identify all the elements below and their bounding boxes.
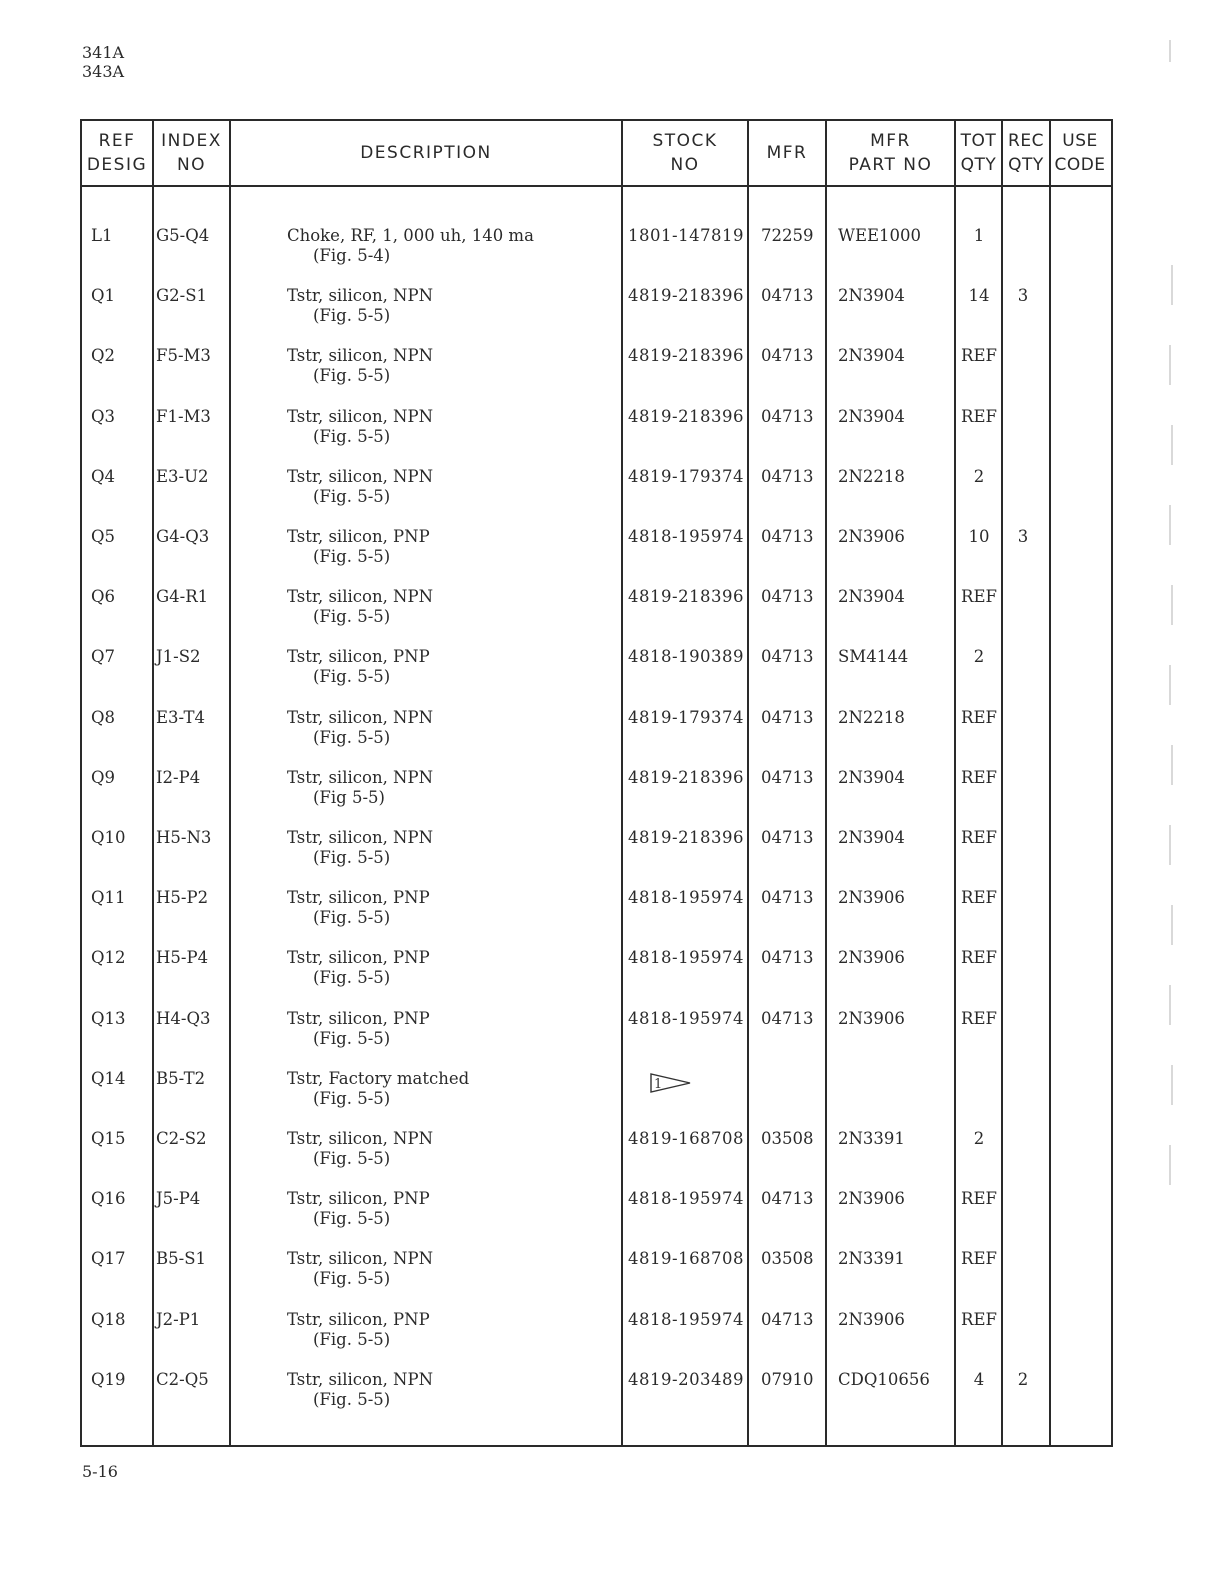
description-text: Tstr, silicon, NPN: [287, 286, 434, 306]
index-no-cell: E3-U2: [156, 466, 209, 486]
tot-qty-cell: REF: [961, 707, 997, 727]
parts-list-table: [80, 119, 1113, 1447]
mfr-part-no-cell: 2N3906: [838, 1309, 905, 1329]
mfr-part-no-cell: CDQ10656: [838, 1369, 930, 1389]
ref-desig-cell: Q5: [91, 527, 116, 546]
figure-reference: (Fig. 5-5): [313, 667, 391, 687]
mfr-part-no-cell: 2N2218: [838, 707, 905, 727]
column-header-stock-no: STOCK NO: [652, 131, 718, 175]
table-row: [82, 828, 1111, 888]
stock-no-cell: 4819-203489: [628, 1369, 745, 1389]
description-cell: [287, 1009, 430, 1049]
stock-no-cell: 4819-218396: [628, 587, 745, 607]
description-cell: [287, 708, 433, 748]
description-text: Tstr, silicon, NPN: [287, 346, 434, 366]
mfr-part-no-cell: 2N3906: [838, 888, 905, 908]
ref-desig-cell: Q19: [91, 1369, 126, 1389]
tot-qty-cell: 10: [968, 527, 990, 546]
description-cell: [287, 1129, 433, 1169]
page-number: 5-16: [82, 1462, 118, 1481]
ref-desig-cell: Q3: [91, 406, 116, 426]
description-cell: [287, 1249, 433, 1289]
table-row: [82, 1009, 1111, 1069]
header-divider: [82, 185, 1111, 187]
index-no-cell: B5-S1: [156, 1249, 206, 1269]
figure-reference: (Fig. 5-5): [313, 1088, 391, 1108]
tot-qty-cell: REF: [961, 888, 997, 908]
mfr-part-no-cell: 2N3904: [838, 587, 905, 607]
table-row: [82, 226, 1111, 286]
table-row: [82, 888, 1111, 948]
index-no-cell: H5-P2: [156, 888, 209, 908]
tot-qty-cell: REF: [961, 346, 997, 366]
ref-desig-cell: Q13: [91, 1008, 126, 1028]
table-row: [82, 948, 1111, 1008]
mfr-cell: 03508: [761, 1249, 814, 1269]
note-number: 1: [654, 1076, 663, 1092]
figure-reference: (Fig. 5-5): [313, 1269, 391, 1289]
mfr-part-no-cell: 2N3904: [838, 828, 905, 847]
ref-desig-cell: Q2: [91, 346, 116, 366]
description-cell: [287, 587, 433, 627]
mfr-cell: 04713: [761, 527, 814, 546]
mfr-part-no-cell: 2N3906: [838, 948, 905, 968]
stock-no-cell: 4818-195974: [628, 1309, 745, 1329]
stock-no-cell: 4819-218396: [628, 406, 745, 426]
figure-reference: (Fig. 5-5): [313, 426, 391, 446]
mfr-part-no-cell: 2N3391: [838, 1129, 905, 1148]
scan-margin-marks: [1165, 40, 1195, 1500]
table-row: [82, 527, 1111, 587]
figure-reference: (Fig. 5-5): [313, 1329, 391, 1349]
stock-no-cell: 1801-147819: [628, 226, 745, 245]
description-cell: [287, 1189, 430, 1229]
description-text: Tstr, silicon, PNP: [287, 527, 430, 546]
model-number-341a: 341A: [82, 43, 125, 62]
description-text: Tstr, silicon, NPN: [287, 1369, 434, 1389]
column-header-rec-qty: REC QTY: [1008, 131, 1044, 175]
description-text: Tstr, silicon, PNP: [287, 948, 430, 968]
column-header-index-no: INDEX NO: [161, 131, 222, 175]
description-cell: [287, 888, 430, 928]
mfr-part-no-cell: 2N3904: [838, 286, 905, 306]
description-text: Tstr, silicon, PNP: [287, 1008, 430, 1028]
description-text: Tstr, silicon, NPN: [287, 406, 434, 426]
description-cell: [287, 527, 430, 567]
mfr-cell: 04713: [761, 406, 814, 426]
index-no-cell: J1-S2: [156, 647, 201, 667]
stock-no-cell: 4818-195974: [628, 888, 745, 908]
tot-qty-cell: REF: [961, 1008, 997, 1028]
index-no-cell: J2-P1: [156, 1309, 201, 1329]
figure-reference: (Fig. 5-5): [313, 1389, 391, 1409]
description-cell: [287, 828, 433, 868]
rec-qty-cell: 3: [1017, 286, 1029, 306]
table-row: [82, 768, 1111, 828]
stock-no-cell: 4818-195974: [628, 948, 745, 968]
description-cell: [287, 1370, 433, 1410]
mfr-cell: 04713: [761, 948, 814, 968]
mfr-cell: 72259: [761, 226, 814, 245]
tot-qty-cell: 14: [968, 286, 990, 306]
mfr-part-no-cell: SM4144: [838, 647, 909, 667]
table-row: [82, 1189, 1111, 1249]
ref-desig-cell: L1: [91, 226, 113, 245]
figure-reference: (Fig. 5-5): [313, 1028, 391, 1048]
tot-qty-cell: 1: [973, 226, 985, 245]
mfr-part-no-cell: 2N3904: [838, 346, 905, 366]
figure-reference: (Fig. 5-4): [313, 246, 391, 265]
mfr-cell: 07910: [761, 1369, 814, 1389]
mfr-part-no-cell: 2N3906: [838, 527, 905, 546]
description-text: Tstr, silicon, NPN: [287, 1249, 434, 1269]
mfr-cell: 03508: [761, 1129, 814, 1148]
mfr-cell: 04713: [761, 466, 814, 486]
description-cell: [287, 1310, 430, 1350]
description-text: Tstr, silicon, PNP: [287, 888, 430, 908]
index-no-cell: F5-M3: [156, 346, 211, 366]
index-no-cell: G5-Q4: [156, 226, 210, 245]
figure-reference: (Fig. 5-5): [313, 1209, 391, 1229]
mfr-cell: 04713: [761, 888, 814, 908]
index-no-cell: C2-S2: [156, 1129, 207, 1148]
table-row: [82, 1310, 1111, 1370]
column-header-mfr-part-no: MFR PART NO: [848, 131, 933, 175]
table-row: [82, 1129, 1111, 1189]
mfr-cell: 04713: [761, 828, 814, 847]
table-row: [82, 1370, 1111, 1430]
index-no-cell: H5-P4: [156, 948, 209, 968]
figure-reference: (Fig. 5-5): [313, 727, 391, 747]
description-text: Tstr, silicon, NPN: [287, 767, 434, 787]
stock-no-cell: 4818-195974: [628, 1189, 745, 1209]
ref-desig-cell: Q4: [91, 466, 116, 486]
tot-qty-cell: 2: [973, 647, 985, 667]
tot-qty-cell: REF: [961, 828, 997, 847]
table-row: [82, 587, 1111, 647]
mfr-part-no-cell: 2N3391: [838, 1249, 905, 1269]
tot-qty-cell: REF: [961, 587, 997, 607]
tot-qty-cell: REF: [961, 406, 997, 426]
description-cell: [287, 286, 433, 326]
index-no-cell: H4-Q3: [156, 1008, 211, 1028]
index-no-cell: H5-N3: [156, 828, 212, 847]
ref-desig-cell: Q7: [91, 647, 116, 667]
ref-desig-cell: Q8: [91, 707, 116, 727]
description-cell: [287, 467, 433, 507]
ref-desig-cell: Q15: [91, 1129, 126, 1148]
description-cell: [287, 768, 433, 808]
index-no-cell: E3-T4: [156, 707, 206, 727]
mfr-cell: 04713: [761, 1008, 814, 1028]
mfr-cell: 04713: [761, 346, 814, 366]
table-row: [82, 647, 1111, 707]
ref-desig-cell: Q11: [91, 888, 126, 908]
column-header-tot-qty: TOT QTY: [960, 131, 997, 175]
index-no-cell: G2-S1: [156, 286, 208, 306]
index-no-cell: G4-Q3: [156, 527, 210, 546]
mfr-cell: 04713: [761, 587, 814, 607]
ref-desig-cell: Q16: [91, 1189, 126, 1209]
figure-reference: (Fig. 5-5): [313, 306, 391, 326]
mfr-cell: 04713: [761, 707, 814, 727]
description-text: Tstr, silicon, NPN: [287, 1129, 434, 1148]
ref-desig-cell: Q18: [91, 1309, 126, 1329]
model-number-343a: 343A: [82, 62, 125, 81]
mfr-cell: 04713: [761, 767, 814, 787]
figure-reference: (Fig. 5-5): [313, 366, 391, 386]
description-text: Tstr, silicon, NPN: [287, 466, 434, 486]
ref-desig-cell: Q6: [91, 587, 116, 607]
description-cell: [287, 1069, 469, 1109]
figure-reference: (Fig. 5-5): [313, 607, 391, 627]
description-text: Tstr, silicon, PNP: [287, 647, 430, 667]
mfr-part-no-cell: 2N3904: [838, 767, 905, 787]
description-text: Tstr, silicon, PNP: [287, 1189, 430, 1209]
table-row: [82, 1069, 1111, 1129]
description-cell: [287, 346, 433, 386]
table-row: [82, 286, 1111, 346]
table-row: [82, 708, 1111, 768]
index-no-cell: B5-T2: [156, 1068, 206, 1088]
tot-qty-cell: REF: [961, 948, 997, 968]
stock-no-cell: 4819-179374: [628, 707, 745, 727]
tot-qty-cell: 2: [973, 466, 985, 486]
ref-desig-cell: Q1: [91, 286, 116, 306]
tot-qty-cell: REF: [961, 767, 997, 787]
mfr-part-no-cell: 2N2218: [838, 466, 905, 486]
description-text: Tstr, Factory matched: [287, 1068, 470, 1088]
rec-qty-cell: 3: [1017, 527, 1029, 546]
stock-no-cell: 4819-218396: [628, 286, 745, 306]
mfr-cell: 04713: [761, 286, 814, 306]
tot-qty-cell: REF: [961, 1189, 997, 1209]
stock-no-cell: 4819-168708: [628, 1129, 745, 1148]
figure-reference: (Fig 5-5): [313, 787, 385, 807]
tot-qty-cell: REF: [961, 1249, 997, 1269]
figure-reference: (Fig. 5-5): [313, 968, 391, 988]
ref-desig-cell: Q9: [91, 767, 116, 787]
table-row: [82, 1249, 1111, 1309]
column-header-ref-desig: REF DESIG: [86, 131, 148, 175]
mfr-cell: 04713: [761, 1189, 814, 1209]
tot-qty-cell: REF: [961, 1309, 997, 1329]
description-text: Tstr, silicon, NPN: [287, 828, 434, 847]
stock-no-cell: 4818-195974: [628, 527, 745, 546]
description-text: Tstr, silicon, NPN: [287, 587, 434, 607]
figure-reference: (Fig. 5-5): [313, 547, 391, 566]
table-row: [82, 467, 1111, 527]
index-no-cell: I2-P4: [156, 767, 201, 787]
stock-no-cell: 4819-218396: [628, 828, 745, 847]
mfr-cell: 04713: [761, 1309, 814, 1329]
index-no-cell: C2-Q5: [156, 1369, 209, 1389]
mfr-part-no-cell: 2N3906: [838, 1008, 905, 1028]
column-header-description: DESCRIPTION: [360, 143, 492, 163]
ref-desig-cell: Q12: [91, 948, 126, 968]
ref-desig-cell: Q14: [91, 1068, 126, 1088]
stock-no-cell: 4819-168708: [628, 1249, 745, 1269]
stock-no-cell: 4819-218396: [628, 346, 745, 366]
description-cell: [287, 407, 433, 447]
stock-no-cell: 4819-218396: [628, 767, 745, 787]
index-no-cell: J5-P4: [156, 1189, 201, 1209]
description-cell: [287, 226, 534, 266]
mfr-part-no-cell: 2N3904: [838, 406, 905, 426]
tot-qty-cell: 2: [973, 1129, 985, 1148]
figure-reference: (Fig. 5-5): [313, 1149, 391, 1168]
column-header-mfr: MFR: [766, 143, 808, 163]
description-text: Tstr, silicon, PNP: [287, 1309, 430, 1329]
column-header-use-code: USE CODE: [1054, 131, 1106, 175]
note-flag-icon: [648, 1071, 694, 1095]
description-text: Tstr, silicon, NPN: [287, 707, 434, 727]
rec-qty-cell: 2: [1017, 1369, 1029, 1389]
stock-no-cell: 4818-195974: [628, 1008, 745, 1028]
mfr-part-no-cell: 2N3906: [838, 1189, 905, 1209]
figure-reference: (Fig. 5-5): [313, 486, 391, 506]
table-row: [82, 407, 1111, 467]
description-text: Choke, RF, 1, 000 uh, 140 ma: [287, 226, 534, 245]
stock-no-cell: 4818-190389: [628, 647, 745, 667]
figure-reference: (Fig. 5-5): [313, 848, 391, 867]
description-cell: [287, 948, 430, 988]
ref-desig-cell: Q17: [91, 1249, 126, 1269]
mfr-cell: 04713: [761, 647, 814, 667]
figure-reference: (Fig. 5-5): [313, 908, 391, 928]
index-no-cell: G4-R1: [156, 587, 209, 607]
tot-qty-cell: 4: [973, 1369, 985, 1389]
stock-no-cell: 4819-179374: [628, 466, 745, 486]
ref-desig-cell: Q10: [91, 828, 126, 847]
description-cell: [287, 647, 430, 687]
index-no-cell: F1-M3: [156, 406, 211, 426]
mfr-part-no-cell: WEE1000: [838, 226, 922, 245]
table-row: [82, 346, 1111, 406]
